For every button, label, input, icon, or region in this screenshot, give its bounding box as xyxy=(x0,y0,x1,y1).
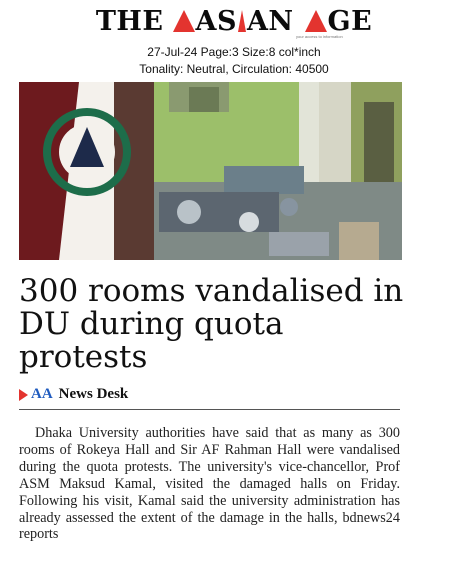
clipping-meta-tonality: Tonality: Neutral, Circulation: 40500 xyxy=(139,62,329,76)
logo-word-as: AS xyxy=(195,6,237,37)
logo-triangle-icon xyxy=(305,10,327,32)
article-headline: 300 rooms vandalised in DU during quota protests xyxy=(19,273,404,375)
logo-tagline: your access to information xyxy=(296,34,343,39)
logo-word-an: AN xyxy=(246,6,294,37)
play-arrow-icon xyxy=(19,389,28,401)
vandalised-room-photo xyxy=(19,82,402,260)
byline xyxy=(19,386,128,403)
byline-author: News Desk xyxy=(58,386,129,402)
publication-logo xyxy=(0,4,468,40)
byline-prefix: AA xyxy=(31,386,53,402)
divider xyxy=(19,409,400,410)
logo-triangle-icon xyxy=(173,10,195,32)
masthead xyxy=(0,4,468,40)
logo-word-the: THE xyxy=(95,6,164,37)
article-body: Dhaka University authorities have said that as many as 300 rooms of Rokeya Hall and Sir AF Rahman Hall were vandalised during the quota protests. The university's vice-chancellor, Prof ASM Maksud Kamal, visited the damaged halls on Friday. Following his visit, Kamal said the university administration has already assessed the extent of the damage in the halls, bdnews24 reports xyxy=(19,425,400,543)
clipping-meta-date: 27-Jul-24 Page:3 Size:8 col*inch xyxy=(147,45,321,59)
logo-triangle-icon xyxy=(238,10,246,32)
article-photo xyxy=(19,82,402,260)
logo-word-ge: GE xyxy=(327,6,373,37)
